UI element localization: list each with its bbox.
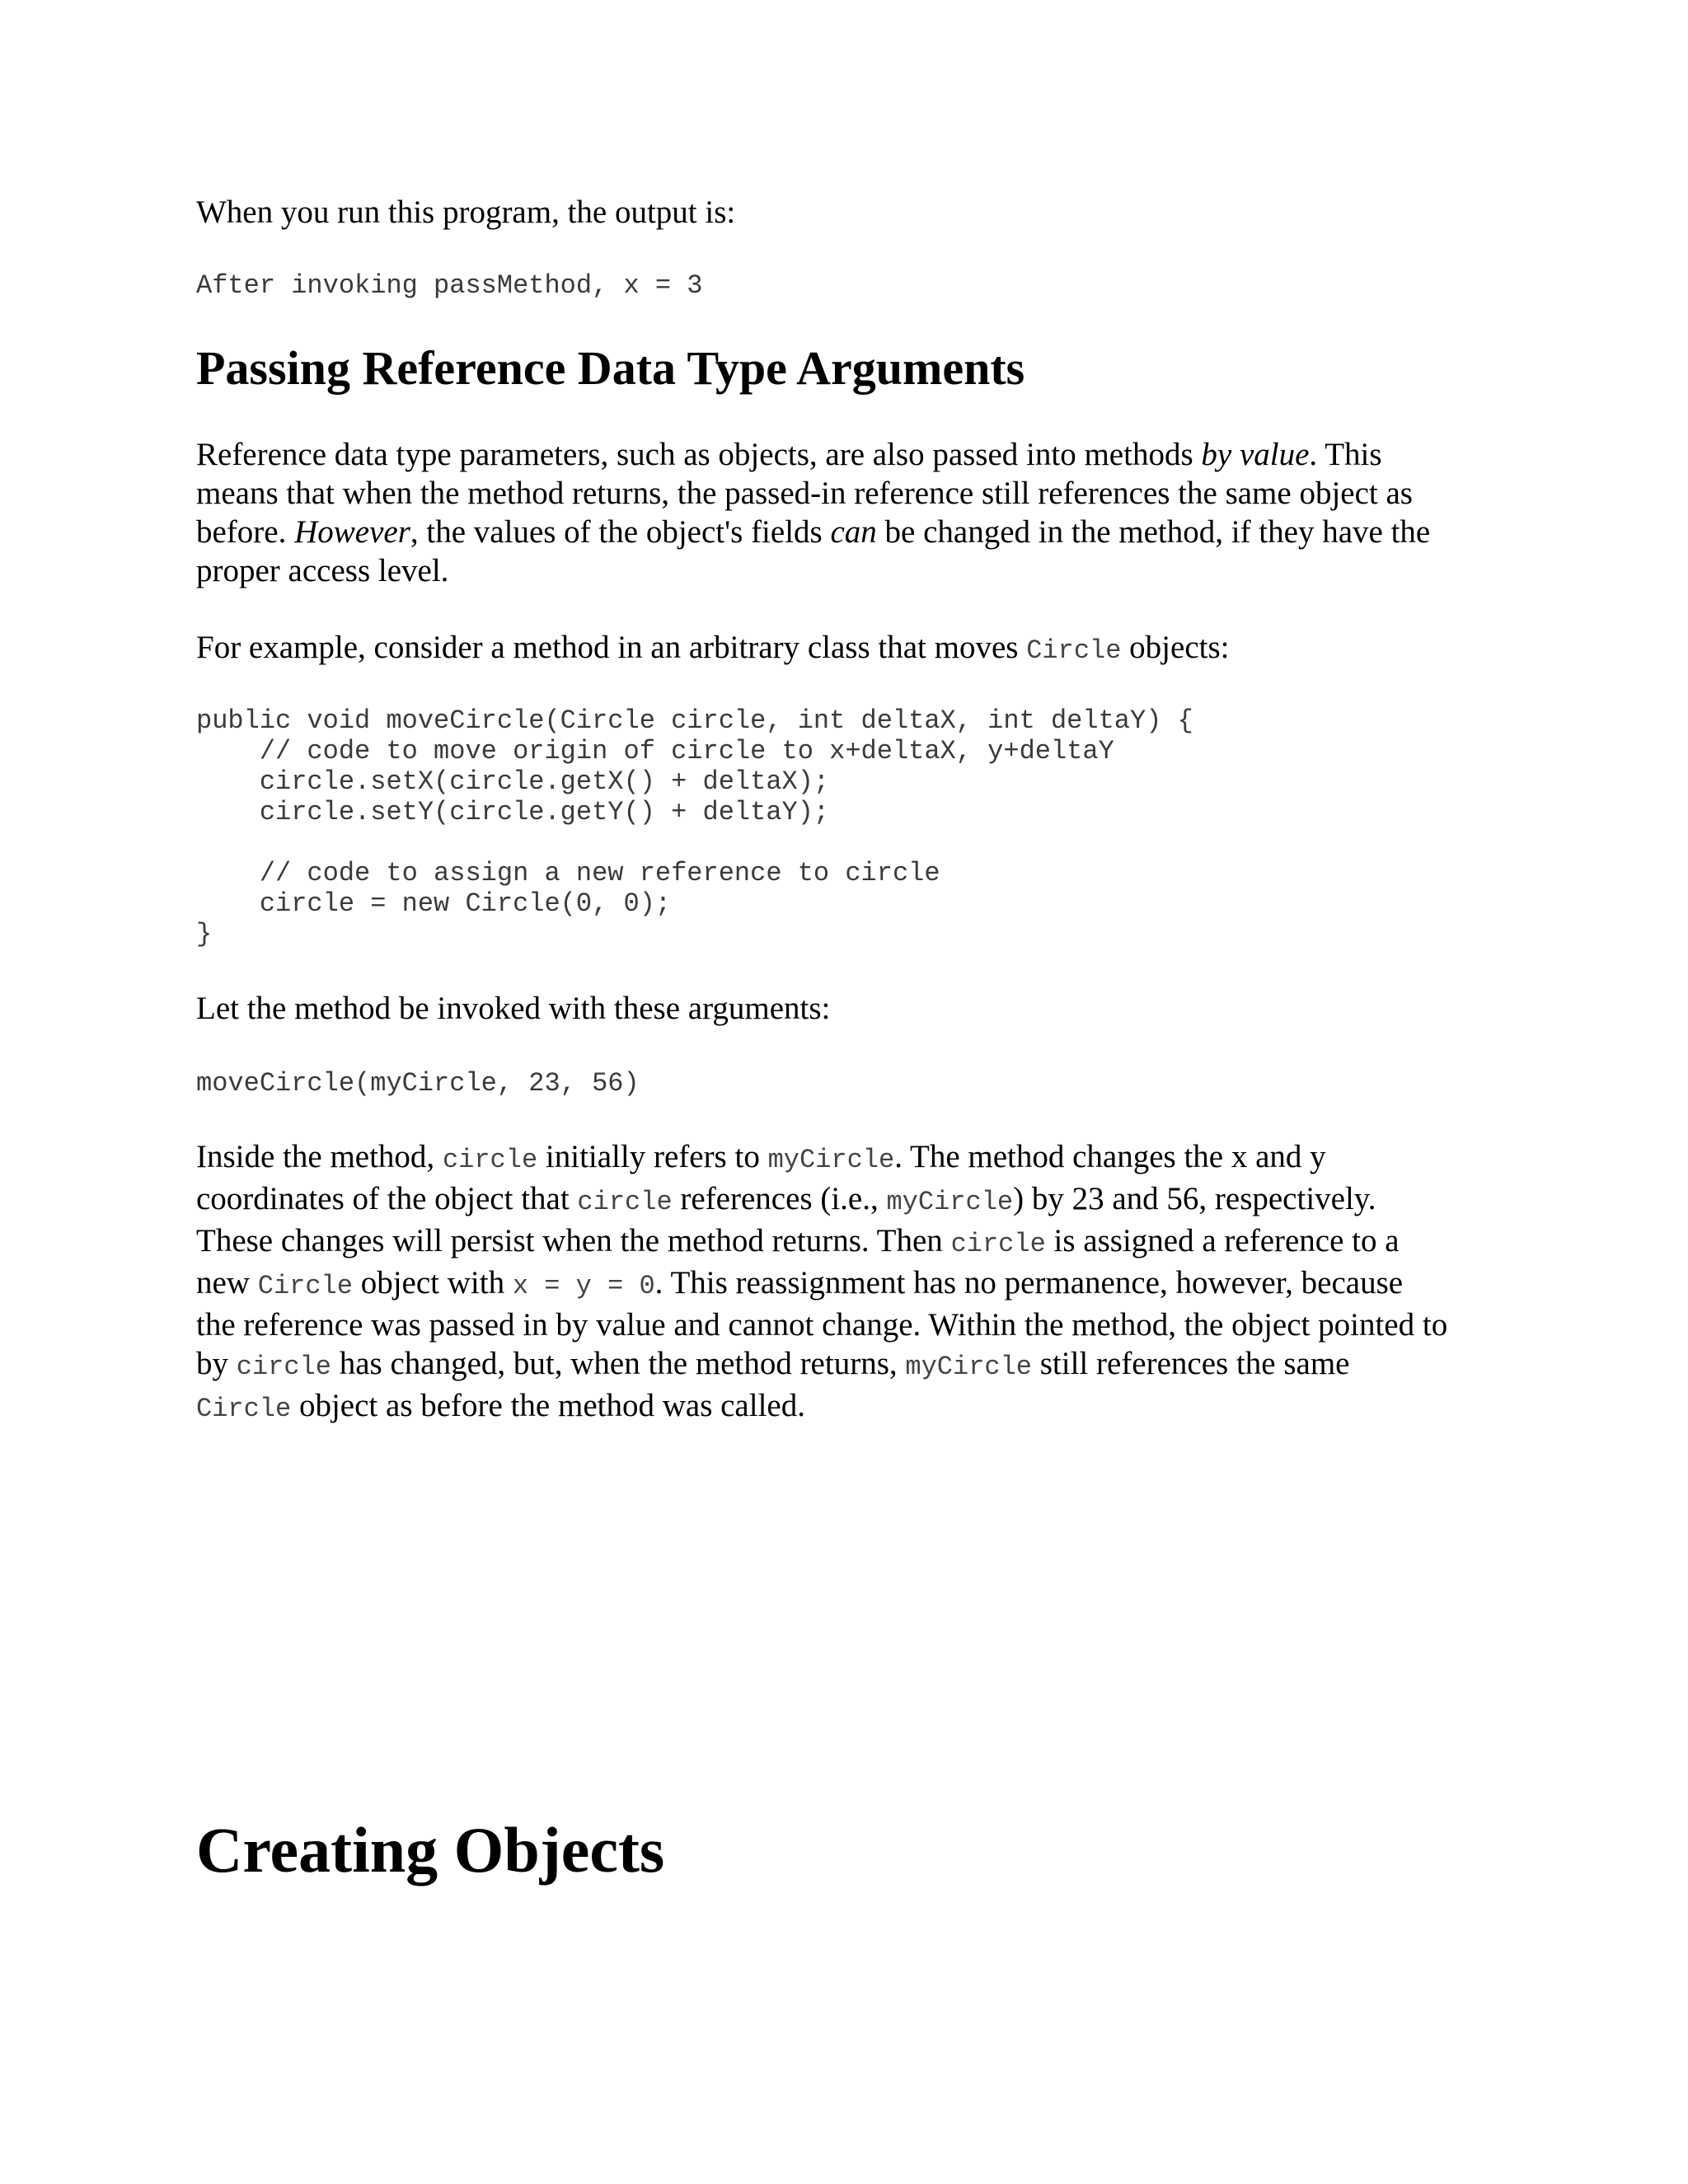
emphasis-however: However [294, 514, 410, 550]
reference-line-3 [196, 513, 1482, 551]
text-run: . This reassignment has no permanence, however, because [654, 1265, 1404, 1301]
inline-code: Circle [257, 1271, 353, 1301]
inline-code-circle: Circle [1026, 635, 1122, 666]
text-run: ) by 23 and 56, respectively. [1013, 1181, 1376, 1216]
explanation-paragraph [196, 1137, 1482, 1428]
inline-code: myCircle [767, 1145, 895, 1175]
reference-paragraph [196, 435, 1482, 590]
output-code-block [196, 270, 703, 301]
explanation-line-4 [196, 1263, 1482, 1305]
code-line: circle = new Circle(0, 0); [196, 888, 672, 919]
example-paragraph [196, 628, 1482, 670]
text-run: object as before the method was called. [291, 1388, 805, 1423]
inline-code: circle [577, 1187, 673, 1217]
next-section-heading: Creating Objects [196, 1814, 665, 1886]
intro-paragraph [196, 193, 1482, 232]
text-run: For example, consider a method in an arbitrary class that moves [196, 630, 1027, 665]
inline-code: myCircle [905, 1352, 1032, 1382]
text-run: be changed in the method, if they have the [876, 514, 1431, 550]
text-run: Inside the method, [196, 1139, 443, 1174]
text-run: Reference data type parameters, such as objects, are also passed into methods [196, 437, 1202, 472]
explanation-line-2 [196, 1179, 1482, 1221]
text-run: , the values of the object's fields [410, 514, 831, 550]
text-run: coordinates of the object that [196, 1181, 578, 1216]
text-run: references (i.e., [672, 1181, 887, 1216]
code-line: // code to assign a new reference to circle [196, 858, 940, 888]
text-run: . The method changes the x and y [894, 1139, 1326, 1174]
text-run: new [196, 1265, 258, 1301]
code-line: circle.setX(circle.getX() + deltaX); [196, 766, 830, 797]
code-line: circle.setY(circle.getY() + deltaY); [196, 797, 830, 827]
code-line [196, 827, 1193, 858]
text-run: still references the same [1032, 1346, 1350, 1381]
code-line: } [196, 919, 213, 949]
text-run: has changed, but, when the method returns, [331, 1346, 906, 1381]
explanation-line-1 [196, 1137, 1482, 1179]
text-run: by [196, 1346, 237, 1381]
invoke-text: Let the method be invoked with these arguments: [196, 991, 831, 1026]
inline-code: circle [950, 1229, 1046, 1259]
inline-code: circle [442, 1145, 538, 1175]
call-code-block [196, 1068, 640, 1099]
text-run: objects: [1121, 630, 1230, 665]
reference-line-2: means that when the method returns, the passed-in reference still references the same object as [196, 476, 1413, 511]
output-code-line: After invoking passMethod, x = 3 [196, 270, 703, 301]
inline-code: x = y = 0 [512, 1271, 655, 1301]
reference-line-1 [196, 435, 1482, 474]
text-run: before. [196, 514, 295, 550]
text-run: object with [352, 1265, 513, 1301]
emphasis-by-value: by value [1201, 437, 1310, 472]
text-run: . This [1309, 437, 1382, 472]
explanation-line-5: the reference was passed in by value and cannot change. Within the method, the object pointed to [196, 1307, 1448, 1343]
explanation-line-7 [196, 1386, 1482, 1428]
explanation-line-3 [196, 1221, 1482, 1263]
reference-line-4: proper access level. [196, 553, 449, 588]
inline-code: myCircle [886, 1187, 1014, 1217]
text-run: These changes will persist when the method returns. Then [196, 1223, 951, 1258]
code-line: // code to move origin of circle to x+deltaX, y+deltaY [196, 736, 1114, 766]
inline-code: circle [236, 1352, 331, 1382]
call-code-line: moveCircle(myCircle, 23, 56) [196, 1068, 640, 1099]
inline-code: Circle [196, 1394, 292, 1424]
method-code-block [196, 705, 1193, 949]
section-heading: Passing Reference Data Type Arguments [196, 341, 1025, 395]
intro-text: When you run this program, the output is: [196, 194, 736, 230]
text-run: is assigned a reference to a [1045, 1223, 1400, 1258]
emphasis-can: can [830, 514, 877, 550]
invoke-paragraph [196, 989, 1482, 1028]
code-line: public void moveCircle(Circle circle, int deltaX, int deltaY) { [196, 705, 1193, 736]
explanation-line-6 [196, 1344, 1482, 1386]
text-run: initially refers to [537, 1139, 768, 1174]
